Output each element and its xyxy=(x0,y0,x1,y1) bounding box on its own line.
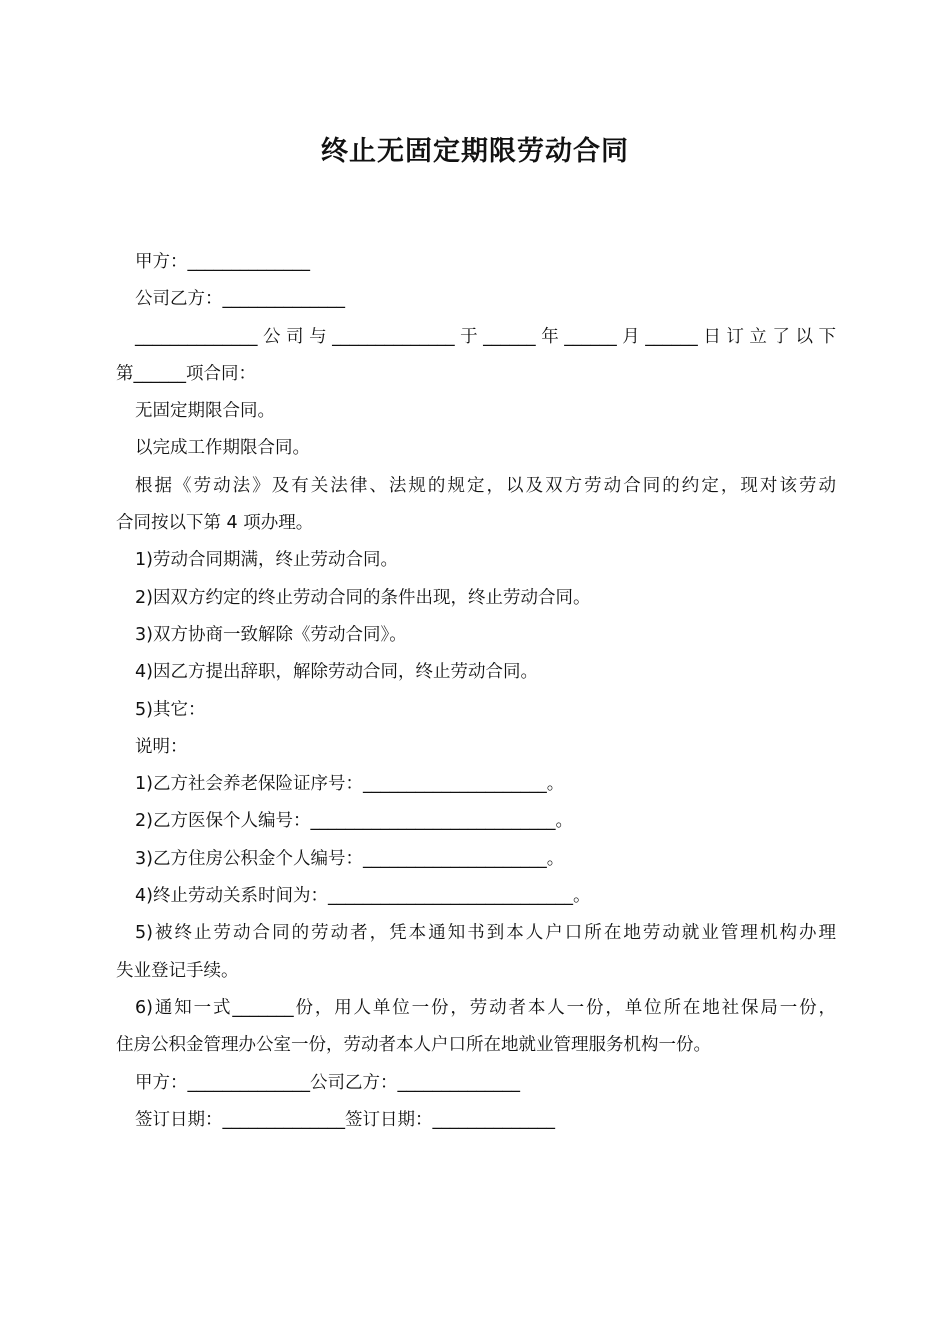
note-item-3: 3)乙方住房公积金个人编号：_____________________。 xyxy=(135,848,565,869)
basis-line-1: 根据《劳动法》及有关法律、法规的规定，以及双方劳动合同的约定，现对该劳动 xyxy=(135,475,836,496)
option-item-5: 5)其它： xyxy=(135,699,206,720)
basis-line-2: 合同按以下第 4 项办理。 xyxy=(116,513,314,534)
option-item-2: 2)因双方约定的终止劳动合同的条件出现，终止劳动合同。 xyxy=(135,587,591,608)
note-item-6-line-2: 住房公积金管理办公室一份，劳动者本人户口所在地就业管理服务机构一份。 xyxy=(116,1035,711,1056)
party-b-line: 公司乙方：______________ xyxy=(135,289,345,310)
signature-dates-line: 签订日期：______________签订日期：______________ xyxy=(135,1109,555,1130)
contract-type-2: 以完成工作期限合同。 xyxy=(135,438,310,459)
note-item-1: 1)乙方社会养老保险证序号：_____________________。 xyxy=(135,774,565,795)
document-title: 终止无固定期限劳动合同 xyxy=(321,136,629,167)
party-a-line: 甲方：______________ xyxy=(135,252,310,272)
option-item-3: 3)双方协商一致解除《劳动合同》。 xyxy=(135,624,407,645)
note-item-4: 4)终止劳动关系时间为：____________________________。 xyxy=(135,886,591,907)
note-item-2: 2)乙方医保个人编号：____________________________。 xyxy=(135,811,573,832)
note-item-6-line-1: 6)通知一式_______份，用人单位一份，劳动者本人一份，单位所在地社保局一份， xyxy=(135,997,836,1018)
intro-line-1: ______________公司与______________于______年______月______日订立了以下 xyxy=(135,326,836,347)
contract-type-1: 无固定期限合同。 xyxy=(135,401,275,422)
option-item-1: 1)劳动合同期满，终止劳动合同。 xyxy=(135,550,398,571)
note-item-5-line-1: 5)被终止劳动合同的劳动者，凭本通知书到本人户口所在地劳动就业管理机构办理 xyxy=(135,923,836,944)
signature-parties-line: 甲方：______________公司乙方：______________ xyxy=(135,1072,520,1093)
note-item-5-line-2: 失业登记手续。 xyxy=(116,960,239,981)
document-body xyxy=(116,244,836,1139)
option-item-4: 4)因乙方提出辞职，解除劳动合同，终止劳动合同。 xyxy=(135,662,538,683)
intro-line-2: 第______项合同： xyxy=(116,363,256,384)
notes-heading: 说明： xyxy=(135,736,188,757)
